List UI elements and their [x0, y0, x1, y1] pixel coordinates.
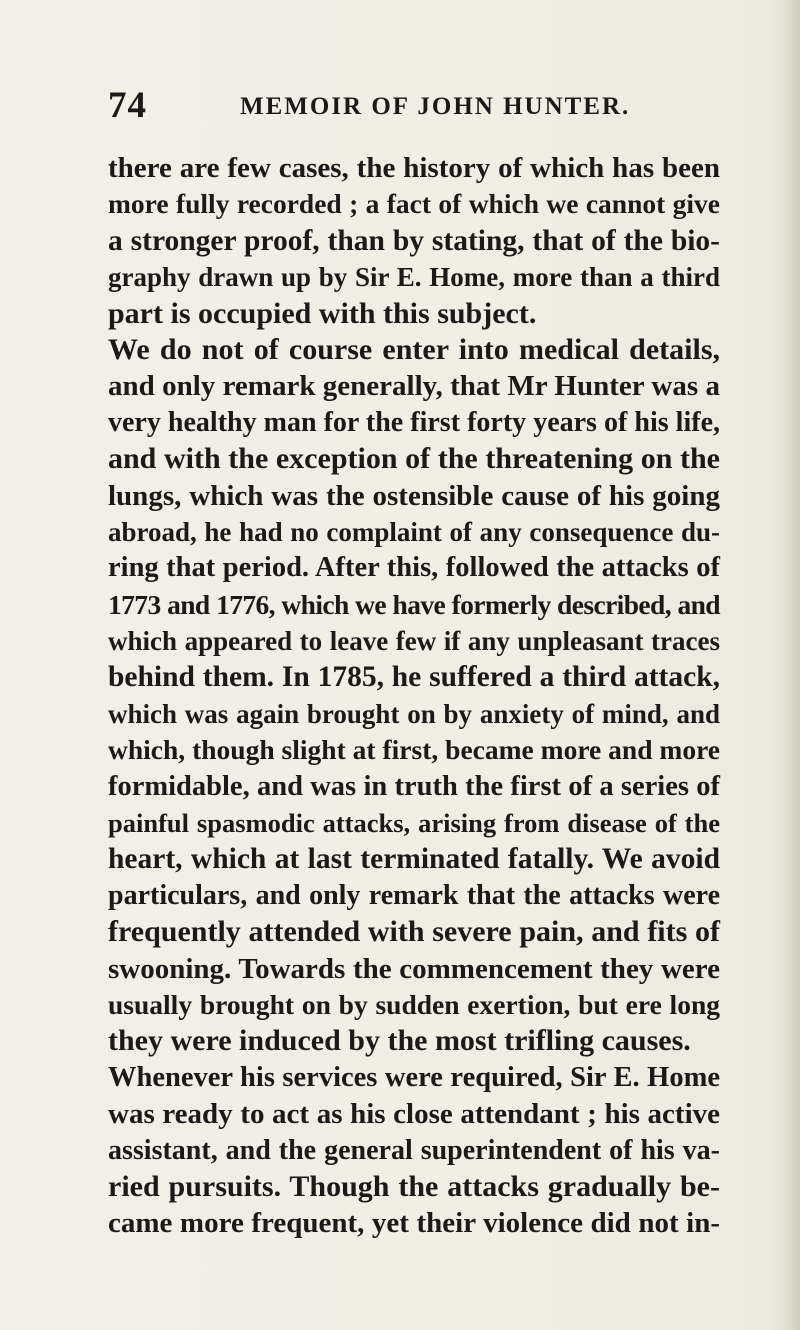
- text-line: Whenever his services were required, Sir E. Home: [108, 1061, 720, 1093]
- text-line: graphy drawn up by Sir E. Home, more than a third: [108, 262, 720, 293]
- page-number: 74: [108, 85, 147, 126]
- running-head: [108, 86, 728, 126]
- paragraph-end-line: they were induced by the most trifling causes.: [108, 1024, 691, 1058]
- text-line: ring that period. After this, followed the attacks of: [108, 552, 720, 584]
- text-line: came more frequent, yet their violence did not in-: [108, 1207, 720, 1240]
- text-line: and with the exception of the threatening on the: [108, 442, 720, 476]
- text-line: abroad, he had no complaint of any consequence du-: [108, 516, 720, 547]
- text-line: painful spasmodic attacks, arising from disease of the: [108, 808, 720, 839]
- text-line: was ready to act as his close attendant ; his active: [108, 1098, 720, 1131]
- page-edge-shadow: [782, 0, 800, 1330]
- text-line: frequently attended with severe pain, and fits of: [108, 915, 720, 949]
- text-line: which appeared to leave few if any unpleasant traces: [108, 626, 720, 657]
- text-line: heart, which at last terminated fatally. We avoid: [108, 843, 720, 876]
- text-line: assistant, and the general superintendent of his va-: [108, 1134, 720, 1166]
- text-line: formidable, and was in truth the first of a series of: [108, 770, 720, 802]
- text-line: more fully recorded ; a fact of which we cannot give: [108, 188, 720, 220]
- text-line: 1773 and 1776, which we have formerly described, and: [108, 588, 720, 620]
- text-line: We do not of course enter into medical details,: [108, 332, 720, 366]
- text-line: very healthy man for the first forty years of his life,: [108, 406, 720, 438]
- text-line: which was again brought on by anxiety of mind, and: [108, 698, 720, 729]
- text-line: a stronger proof, than by stating, that of the bio-: [108, 224, 720, 257]
- paragraph-end-line: part is occupied with this subject.: [108, 296, 537, 330]
- text-line: which, though slight at first, became more and more: [108, 734, 720, 766]
- text-line: there are few cases, the history of which has been: [108, 152, 720, 184]
- text-line: particulars, and only remark that the attacks were: [108, 879, 720, 911]
- text-line: and only remark generally, that Mr Hunter was a: [108, 370, 720, 403]
- text-line: ried pursuits. Though the attacks gradually be-: [108, 1169, 720, 1203]
- text-line: lungs, which was the ostensible cause of his going: [108, 479, 720, 512]
- text-line: usually brought on by sudden exertion, but ere long: [108, 988, 720, 1020]
- running-title: MEMOIR OF JOHN HUNTER.: [240, 93, 631, 120]
- body-text: [108, 150, 720, 1242]
- text-line: behind them. In 1785, he suffered a third attack,: [108, 661, 720, 694]
- text-line: swooning. Towards the commencement they were: [108, 952, 720, 985]
